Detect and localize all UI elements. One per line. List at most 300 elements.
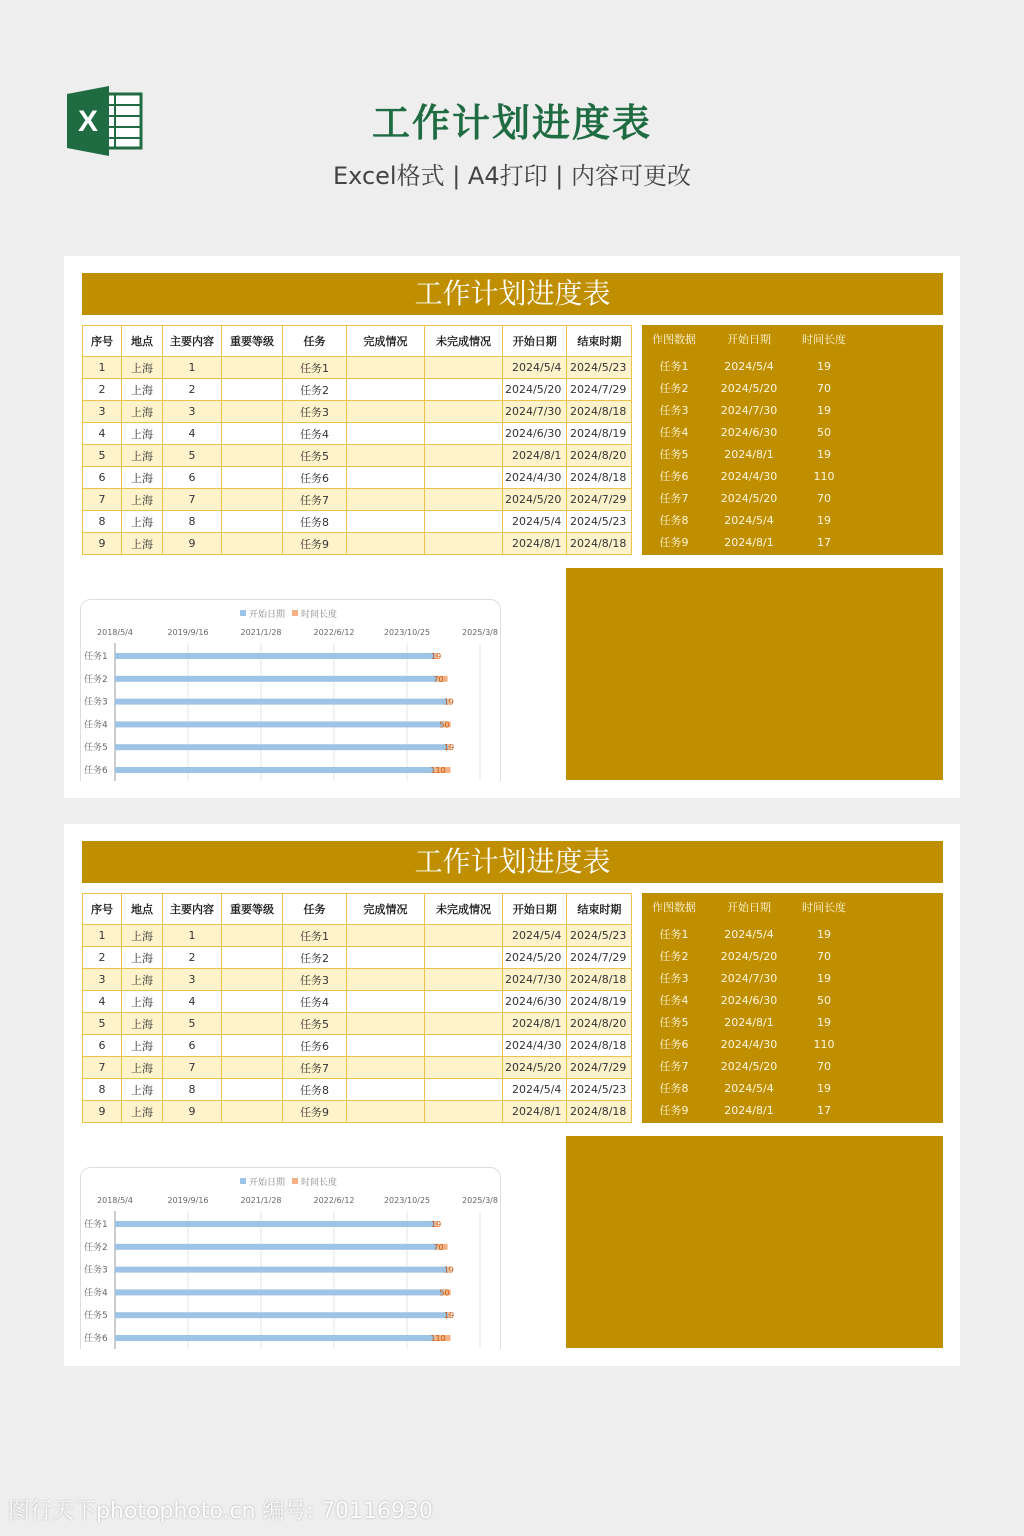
table-cell[interactable]: 9 bbox=[83, 533, 122, 555]
side-data-row bbox=[642, 466, 943, 488]
side-cell: 2024/5/4 bbox=[724, 514, 774, 527]
x-tick-label: 2025/3/8 bbox=[462, 628, 498, 637]
column-header: 重要等级 bbox=[222, 326, 283, 357]
page-header bbox=[0, 0, 1024, 220]
side-data-row bbox=[642, 924, 943, 946]
table-cell[interactable]: 2024/4/30 bbox=[503, 467, 567, 489]
table-cell[interactable]: 2024/5/20 bbox=[503, 947, 567, 969]
side-cell: 17 bbox=[817, 1104, 831, 1117]
side-cell: 19 bbox=[817, 972, 831, 985]
gantt-chart-svg bbox=[80, 599, 501, 781]
table-cell[interactable]: 2024/7/29 bbox=[567, 489, 632, 511]
table-cell[interactable] bbox=[222, 489, 283, 511]
bar-start-date bbox=[115, 767, 434, 773]
sheet-preview-2 bbox=[64, 824, 960, 1366]
table-cell[interactable]: 1 bbox=[83, 357, 122, 379]
table-cell[interactable] bbox=[347, 991, 425, 1013]
table-cell[interactable] bbox=[347, 1057, 425, 1079]
excel-icon-letter: X bbox=[77, 105, 99, 138]
page-title: 工作计划进度表 bbox=[371, 101, 652, 145]
side-cell: 任务8 bbox=[659, 1082, 689, 1095]
side-cell: 2024/5/20 bbox=[720, 492, 778, 505]
side-cell: 2024/8/1 bbox=[724, 448, 774, 461]
table-cell[interactable] bbox=[222, 1079, 283, 1101]
side-column-header: 开始日期 bbox=[727, 333, 771, 346]
table-cell[interactable]: 6 bbox=[83, 467, 122, 489]
column-header: 任务 bbox=[283, 894, 347, 925]
table-cell[interactable]: 7 bbox=[83, 489, 122, 511]
table-cell[interactable]: 4 bbox=[83, 423, 122, 445]
chart-frame bbox=[81, 1168, 501, 1350]
category-label: 任务6 bbox=[84, 766, 108, 776]
table-cell[interactable]: 2024/8/18 bbox=[567, 969, 632, 991]
table-cell[interactable]: 任务3 bbox=[283, 969, 347, 991]
table-cell[interactable]: 7 bbox=[83, 1057, 122, 1079]
table-cell[interactable]: 2024/6/30 bbox=[503, 991, 567, 1013]
table-cell[interactable] bbox=[347, 1079, 425, 1101]
category-label: 任务3 bbox=[84, 697, 108, 708]
table-cell[interactable] bbox=[222, 925, 283, 947]
table-cell[interactable] bbox=[425, 1101, 503, 1123]
table-cell[interactable] bbox=[347, 423, 425, 445]
side-cell: 任务9 bbox=[659, 536, 689, 549]
table-cell[interactable]: 上海 bbox=[122, 1035, 163, 1057]
table-cell[interactable] bbox=[347, 379, 425, 401]
table-cell[interactable]: 任务9 bbox=[283, 1101, 347, 1123]
side-cell: 任务6 bbox=[659, 470, 689, 483]
category-label: 任务5 bbox=[84, 743, 108, 754]
table-cell[interactable]: 2024/7/29 bbox=[567, 947, 632, 969]
side-cell: 110 bbox=[813, 1038, 835, 1051]
table-cell[interactable]: 上海 bbox=[122, 1079, 163, 1101]
table-cell[interactable] bbox=[222, 1013, 283, 1035]
table-cell[interactable] bbox=[347, 445, 425, 467]
chart-data-panel bbox=[642, 325, 943, 555]
table-cell[interactable]: 2024/8/1 bbox=[503, 1013, 567, 1035]
side-cell: 2024/8/1 bbox=[724, 1016, 774, 1029]
table-cell[interactable] bbox=[425, 423, 503, 445]
x-tick-label: 2023/10/25 bbox=[383, 1196, 431, 1205]
table-row bbox=[83, 489, 632, 511]
side-cell: 19 bbox=[817, 928, 831, 941]
table-cell[interactable] bbox=[347, 969, 425, 991]
table-cell[interactable]: 3 bbox=[163, 969, 222, 991]
gantt-chart bbox=[80, 1167, 501, 1349]
table-cell[interactable]: 任务1 bbox=[283, 357, 347, 379]
table-row bbox=[83, 991, 632, 1013]
table-cell[interactable]: 任务8 bbox=[283, 1079, 347, 1101]
table-cell[interactable] bbox=[222, 947, 283, 969]
bar-duration-label: 19 bbox=[444, 743, 455, 753]
column-header: 序号 bbox=[83, 326, 122, 357]
side-data-row bbox=[642, 1012, 943, 1034]
legend-swatch bbox=[240, 1178, 246, 1184]
table-cell[interactable]: 5 bbox=[163, 445, 222, 467]
side-cell: 2024/5/4 bbox=[724, 1082, 774, 1095]
table-cell[interactable]: 任务3 bbox=[283, 401, 347, 423]
side-header-row bbox=[642, 897, 943, 919]
side-data-row bbox=[642, 990, 943, 1012]
side-cell: 70 bbox=[817, 950, 831, 963]
x-tick-label: 2022/6/12 bbox=[313, 628, 355, 637]
decor-block bbox=[566, 1136, 943, 1348]
table-cell[interactable]: 6 bbox=[163, 467, 222, 489]
x-tick-label: 2021/1/28 bbox=[240, 1196, 282, 1205]
table-cell[interactable]: 2024/8/18 bbox=[567, 401, 632, 423]
side-cell: 任务3 bbox=[659, 404, 689, 417]
side-cell: 110 bbox=[813, 470, 835, 483]
table-row bbox=[83, 401, 632, 423]
table-cell[interactable]: 7 bbox=[163, 489, 222, 511]
table-cell[interactable]: 8 bbox=[163, 511, 222, 533]
table-cell[interactable]: 2024/8/18 bbox=[567, 533, 632, 555]
side-cell: 70 bbox=[817, 382, 831, 395]
table-cell[interactable] bbox=[222, 467, 283, 489]
table-cell[interactable]: 2024/8/20 bbox=[567, 445, 632, 467]
table-cell[interactable]: 2024/5/4 bbox=[503, 925, 567, 947]
table-cell[interactable] bbox=[222, 991, 283, 1013]
table-cell[interactable] bbox=[222, 969, 283, 991]
side-data-row bbox=[642, 510, 943, 532]
table-cell[interactable] bbox=[425, 925, 503, 947]
table-cell[interactable] bbox=[425, 969, 503, 991]
table-cell[interactable]: 任务9 bbox=[283, 533, 347, 555]
side-data-row bbox=[642, 1034, 943, 1056]
table-cell[interactable]: 2024/8/20 bbox=[567, 1013, 632, 1035]
column-header: 主要内容 bbox=[163, 894, 222, 925]
side-column-header: 时间长度 bbox=[802, 333, 846, 346]
table-cell[interactable]: 2 bbox=[163, 379, 222, 401]
sheet-title: 工作计划进度表 bbox=[82, 273, 943, 315]
bar-duration-label: 70 bbox=[433, 1242, 444, 1252]
bar-duration-label: 50 bbox=[439, 720, 450, 730]
table-cell[interactable] bbox=[347, 401, 425, 423]
table-cell[interactable]: 2024/7/30 bbox=[503, 401, 567, 423]
table-row bbox=[83, 947, 632, 969]
table-cell[interactable] bbox=[347, 357, 425, 379]
bar-duration-label: 70 bbox=[433, 674, 444, 684]
side-data-row bbox=[642, 378, 943, 400]
table-cell[interactable]: 任务1 bbox=[283, 925, 347, 947]
table-cell[interactable]: 上海 bbox=[122, 379, 163, 401]
table-cell[interactable]: 任务2 bbox=[283, 379, 347, 401]
table-cell[interactable]: 2024/5/20 bbox=[503, 489, 567, 511]
table-cell[interactable]: 4 bbox=[163, 991, 222, 1013]
side-data-row bbox=[642, 532, 943, 554]
table-row bbox=[83, 533, 632, 555]
table-cell[interactable] bbox=[222, 401, 283, 423]
table-cell[interactable]: 2024/7/30 bbox=[503, 969, 567, 991]
table-cell[interactable] bbox=[425, 991, 503, 1013]
side-cell: 任务2 bbox=[659, 382, 689, 395]
table-cell[interactable]: 1 bbox=[163, 925, 222, 947]
gantt-chart bbox=[80, 599, 501, 781]
table-cell[interactable]: 2024/8/1 bbox=[503, 445, 567, 467]
side-cell: 任务1 bbox=[659, 928, 689, 941]
table-cell[interactable]: 2024/8/1 bbox=[503, 1101, 567, 1123]
side-cell: 任务2 bbox=[659, 950, 689, 963]
table-cell[interactable]: 上海 bbox=[122, 1101, 163, 1123]
column-header: 重要等级 bbox=[222, 894, 283, 925]
watermark: 图行天下photophoto.cn 编号: 70116930 bbox=[8, 1499, 433, 1524]
table-cell[interactable]: 2 bbox=[83, 947, 122, 969]
table-cell[interactable]: 5 bbox=[83, 445, 122, 467]
table-cell[interactable]: 1 bbox=[163, 357, 222, 379]
table-cell[interactable]: 2024/5/20 bbox=[503, 1057, 567, 1079]
side-data-row bbox=[642, 444, 943, 466]
side-cell: 17 bbox=[817, 536, 831, 549]
column-header: 开始日期 bbox=[503, 894, 567, 925]
table-cell[interactable]: 任务2 bbox=[283, 947, 347, 969]
table-cell[interactable]: 1 bbox=[83, 925, 122, 947]
table-cell[interactable]: 上海 bbox=[122, 489, 163, 511]
table-cell[interactable]: 任务7 bbox=[283, 1057, 347, 1079]
table-cell[interactable]: 上海 bbox=[122, 1057, 163, 1079]
table-cell[interactable]: 6 bbox=[83, 1035, 122, 1057]
table-row bbox=[83, 423, 632, 445]
table-row bbox=[83, 1035, 632, 1057]
column-header: 完成情况 bbox=[347, 326, 425, 357]
bar-duration-label: 19 bbox=[431, 1220, 442, 1229]
bar-duration-label: 19 bbox=[443, 1265, 454, 1275]
table-cell[interactable] bbox=[425, 379, 503, 401]
table-cell[interactable]: 上海 bbox=[122, 925, 163, 947]
legend-label: 时间长度 bbox=[301, 610, 338, 620]
side-data-row bbox=[642, 1056, 943, 1078]
table-cell[interactable] bbox=[347, 1101, 425, 1123]
table-cell[interactable]: 上海 bbox=[122, 1013, 163, 1035]
table-cell[interactable]: 上海 bbox=[122, 511, 163, 533]
table-cell[interactable] bbox=[425, 1035, 503, 1057]
table-cell[interactable]: 2024/5/20 bbox=[503, 379, 567, 401]
table-cell[interactable] bbox=[347, 467, 425, 489]
table-cell[interactable]: 任务6 bbox=[283, 467, 347, 489]
sheet-preview-1 bbox=[64, 256, 960, 798]
table-cell[interactable] bbox=[347, 511, 425, 533]
side-data-row bbox=[642, 356, 943, 378]
table-cell[interactable]: 5 bbox=[163, 1013, 222, 1035]
table-cell[interactable]: 上海 bbox=[122, 991, 163, 1013]
table-cell[interactable]: 任务6 bbox=[283, 1035, 347, 1057]
side-data-row bbox=[642, 1100, 943, 1122]
table-cell[interactable]: 2024/5/23 bbox=[567, 511, 632, 533]
x-tick-label: 2018/5/4 bbox=[97, 1196, 133, 1205]
side-cell: 19 bbox=[817, 1082, 831, 1095]
side-cell: 2024/6/30 bbox=[720, 994, 778, 1007]
side-data-row bbox=[642, 946, 943, 968]
bar-start-date bbox=[115, 1267, 448, 1273]
table-cell[interactable] bbox=[222, 1035, 283, 1057]
table-row bbox=[83, 511, 632, 533]
chart-frame bbox=[81, 600, 501, 782]
side-column-header: 时间长度 bbox=[802, 901, 846, 914]
table-cell[interactable] bbox=[222, 357, 283, 379]
table-cell[interactable]: 2024/5/4 bbox=[503, 357, 567, 379]
legend-swatch bbox=[292, 1178, 298, 1184]
table-cell[interactable]: 2024/8/19 bbox=[567, 423, 632, 445]
table-cell[interactable]: 2024/8/19 bbox=[567, 991, 632, 1013]
table-cell[interactable]: 上海 bbox=[122, 401, 163, 423]
column-header: 完成情况 bbox=[347, 894, 425, 925]
table-cell[interactable]: 5 bbox=[83, 1013, 122, 1035]
table-cell[interactable] bbox=[425, 511, 503, 533]
category-label: 任务1 bbox=[84, 652, 108, 662]
table-cell[interactable] bbox=[222, 1057, 283, 1079]
table-cell[interactable]: 上海 bbox=[122, 423, 163, 445]
bar-start-date bbox=[115, 1335, 434, 1341]
table-cell[interactable]: 2024/7/29 bbox=[567, 379, 632, 401]
side-cell: 任务6 bbox=[659, 1038, 689, 1051]
table-cell[interactable]: 任务5 bbox=[283, 445, 347, 467]
table-cell[interactable]: 上海 bbox=[122, 947, 163, 969]
bar-start-date bbox=[115, 653, 435, 659]
table-cell[interactable]: 2024/6/30 bbox=[503, 423, 567, 445]
category-label: 任务3 bbox=[84, 1265, 108, 1276]
table-cell[interactable] bbox=[425, 467, 503, 489]
side-cell: 2024/8/1 bbox=[724, 1104, 774, 1117]
legend-label: 开始日期 bbox=[249, 1178, 286, 1188]
bar-duration-label: 19 bbox=[431, 652, 442, 661]
table-cell[interactable]: 任务8 bbox=[283, 511, 347, 533]
chart-data-panel bbox=[642, 893, 943, 1123]
table-cell[interactable] bbox=[347, 1013, 425, 1035]
bar-duration-label: 19 bbox=[444, 1311, 455, 1321]
table-cell[interactable]: 2024/5/23 bbox=[567, 357, 632, 379]
table-cell[interactable] bbox=[425, 357, 503, 379]
table-cell[interactable]: 2024/8/18 bbox=[567, 467, 632, 489]
table-cell[interactable] bbox=[222, 511, 283, 533]
side-cell: 19 bbox=[817, 404, 831, 417]
table-cell[interactable] bbox=[347, 533, 425, 555]
table-cell[interactable] bbox=[222, 445, 283, 467]
side-cell: 2024/7/30 bbox=[720, 404, 778, 417]
x-tick-label: 2022/6/12 bbox=[313, 1196, 355, 1205]
x-tick-label: 2019/9/16 bbox=[167, 628, 209, 637]
table-cell[interactable]: 4 bbox=[163, 423, 222, 445]
bar-duration-label: 110 bbox=[430, 1334, 446, 1343]
table-cell[interactable] bbox=[222, 1101, 283, 1123]
table-cell[interactable] bbox=[347, 1035, 425, 1057]
table-cell[interactable] bbox=[425, 1057, 503, 1079]
side-cell: 2024/5/4 bbox=[724, 360, 774, 373]
table-cell[interactable]: 6 bbox=[163, 1035, 222, 1057]
legend-label: 开始日期 bbox=[249, 610, 286, 620]
x-tick-label: 2021/1/28 bbox=[240, 628, 282, 637]
table-row bbox=[83, 467, 632, 489]
bar-start-date bbox=[115, 1244, 437, 1250]
table-row bbox=[83, 357, 632, 379]
category-label: 任务1 bbox=[84, 1220, 108, 1230]
side-data-row bbox=[642, 1078, 943, 1100]
column-header: 地点 bbox=[122, 894, 163, 925]
table-cell[interactable]: 3 bbox=[83, 969, 122, 991]
table-row bbox=[83, 969, 632, 991]
table-cell[interactable]: 8 bbox=[163, 1079, 222, 1101]
table-cell[interactable]: 上海 bbox=[122, 467, 163, 489]
table-cell[interactable]: 任务4 bbox=[283, 991, 347, 1013]
table-cell[interactable]: 2024/4/30 bbox=[503, 1035, 567, 1057]
column-header: 主要内容 bbox=[163, 326, 222, 357]
table-cell[interactable]: 2 bbox=[163, 947, 222, 969]
table-cell[interactable]: 2024/5/4 bbox=[503, 1079, 567, 1101]
table-cell[interactable]: 2024/5/23 bbox=[567, 925, 632, 947]
table-cell[interactable]: 上海 bbox=[122, 969, 163, 991]
progress-table bbox=[82, 325, 632, 555]
table-cell[interactable]: 2 bbox=[83, 379, 122, 401]
side-cell: 70 bbox=[817, 492, 831, 505]
table-cell[interactable] bbox=[222, 533, 283, 555]
bar-start-date bbox=[115, 744, 448, 750]
x-tick-label: 2019/9/16 bbox=[167, 1196, 209, 1205]
column-header: 未完成情况 bbox=[425, 326, 503, 357]
table-cell[interactable] bbox=[425, 445, 503, 467]
table-cell[interactable] bbox=[347, 925, 425, 947]
table-row bbox=[83, 445, 632, 467]
column-header: 地点 bbox=[122, 326, 163, 357]
side-cell: 19 bbox=[817, 514, 831, 527]
table-cell[interactable] bbox=[425, 489, 503, 511]
table-cell[interactable] bbox=[347, 947, 425, 969]
table-cell[interactable]: 任务5 bbox=[283, 1013, 347, 1035]
table-cell[interactable]: 9 bbox=[163, 1101, 222, 1123]
bar-start-date bbox=[115, 1289, 443, 1295]
table-cell[interactable]: 7 bbox=[163, 1057, 222, 1079]
table-cell[interactable] bbox=[425, 533, 503, 555]
table-cell[interactable]: 2024/5/23 bbox=[567, 1079, 632, 1101]
side-cell: 2024/5/20 bbox=[720, 950, 778, 963]
side-cell: 2024/5/20 bbox=[720, 1060, 778, 1073]
table-cell[interactable] bbox=[425, 947, 503, 969]
table-cell[interactable]: 2024/8/1 bbox=[503, 533, 567, 555]
table-cell[interactable] bbox=[222, 379, 283, 401]
table-cell[interactable]: 8 bbox=[83, 511, 122, 533]
table-cell[interactable]: 2024/7/29 bbox=[567, 1057, 632, 1079]
table-cell[interactable]: 4 bbox=[83, 991, 122, 1013]
bar-start-date bbox=[115, 1312, 448, 1318]
table-cell[interactable] bbox=[425, 401, 503, 423]
progress-table bbox=[82, 893, 632, 1123]
category-label: 任务2 bbox=[84, 1242, 108, 1253]
side-cell: 2024/5/4 bbox=[724, 928, 774, 941]
table-cell[interactable] bbox=[347, 489, 425, 511]
bar-duration-label: 50 bbox=[439, 1288, 450, 1298]
table-cell[interactable] bbox=[222, 423, 283, 445]
table-cell[interactable]: 9 bbox=[163, 533, 222, 555]
table-cell[interactable]: 2024/8/18 bbox=[567, 1035, 632, 1057]
table-cell[interactable]: 上海 bbox=[122, 445, 163, 467]
table-cell[interactable]: 3 bbox=[83, 401, 122, 423]
side-cell: 2024/4/30 bbox=[720, 470, 778, 483]
table-cell[interactable]: 8 bbox=[83, 1079, 122, 1101]
side-cell: 50 bbox=[817, 994, 831, 1007]
table-cell[interactable]: 上海 bbox=[122, 533, 163, 555]
side-data-row bbox=[642, 422, 943, 444]
table-cell[interactable]: 3 bbox=[163, 401, 222, 423]
table-cell[interactable]: 2024/8/18 bbox=[567, 1101, 632, 1123]
table-cell[interactable]: 上海 bbox=[122, 357, 163, 379]
table-cell[interactable]: 任务7 bbox=[283, 489, 347, 511]
table-cell[interactable] bbox=[425, 1013, 503, 1035]
gantt-chart-svg bbox=[80, 1167, 501, 1349]
table-cell[interactable] bbox=[425, 1079, 503, 1101]
table-cell[interactable]: 2024/5/4 bbox=[503, 511, 567, 533]
table-row bbox=[83, 1057, 632, 1079]
side-cell: 19 bbox=[817, 448, 831, 461]
table-cell[interactable]: 任务4 bbox=[283, 423, 347, 445]
table-cell[interactable]: 9 bbox=[83, 1101, 122, 1123]
side-cell: 任务7 bbox=[659, 492, 689, 505]
table-row bbox=[83, 1101, 632, 1123]
